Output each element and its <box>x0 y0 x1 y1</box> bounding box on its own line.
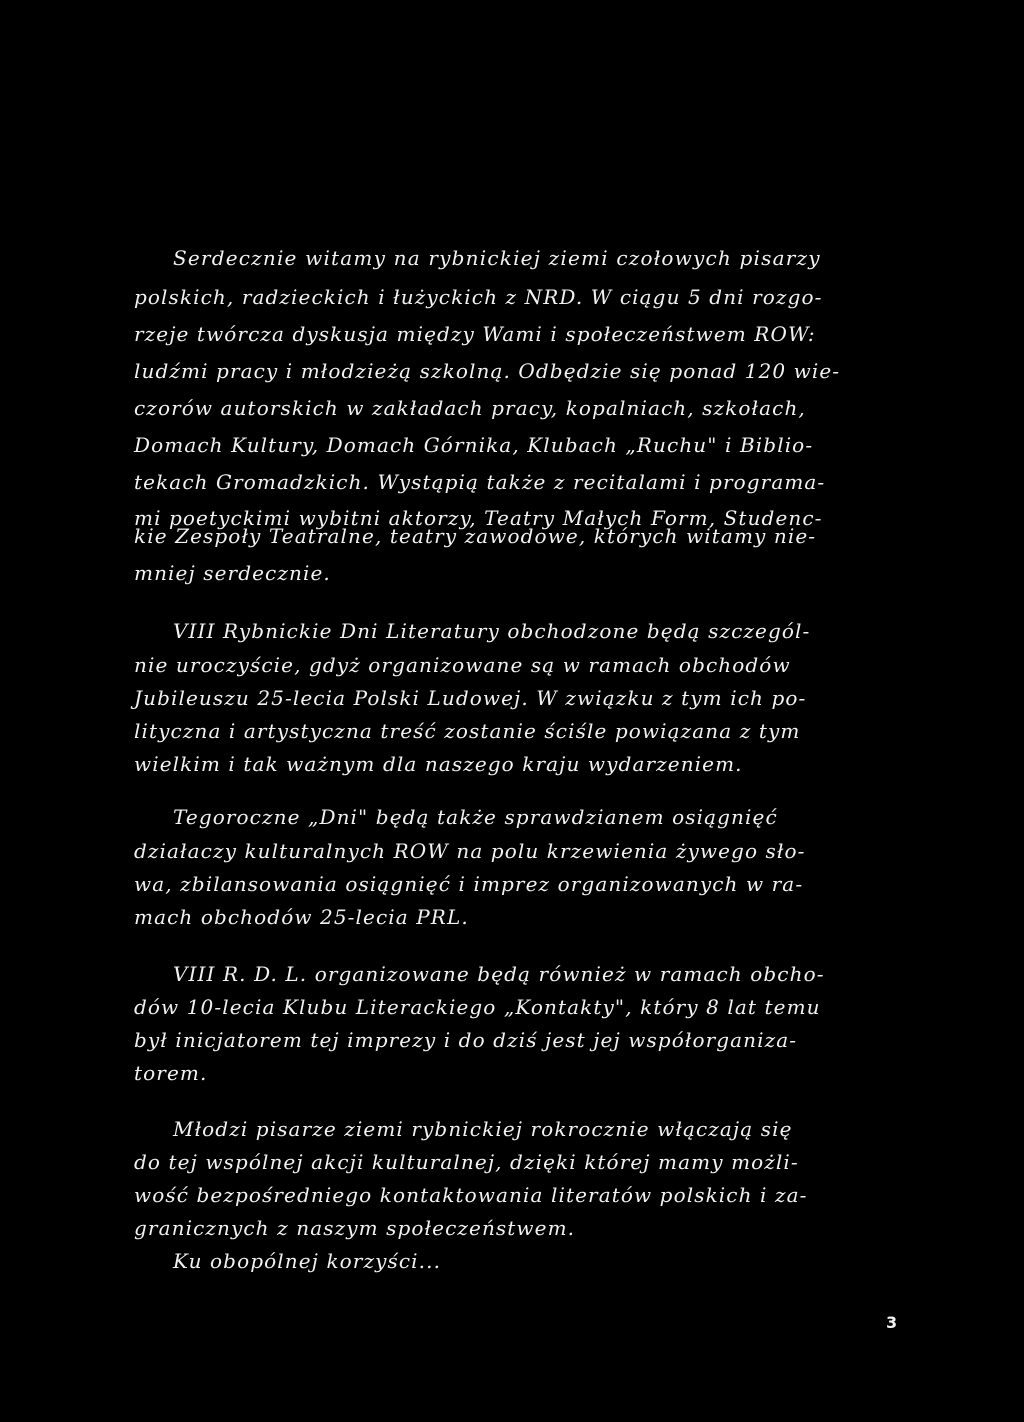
text-line: nie uroczyście, gdyż organizowane są w ramach obchodów <box>134 653 791 677</box>
text-line: tekach Gromadzkich. Wystąpią także z recitalami i programa- <box>134 470 826 494</box>
text-line: lityczna i artystyczna treść zostanie ściśle powiązana z tym <box>134 719 801 743</box>
text-line: Ku obopólnej korzyści... <box>173 1249 442 1273</box>
text-line: kie Zespoły Teatralne, teatry zawodowe, których witamy nie- <box>134 524 817 548</box>
text-line: polskich, radzieckich i łużyckich z NRD. W ciągu 5 dni rozgo- <box>134 285 823 309</box>
text-line: wa, zbilansowania osiągnięć i imprez organizowanych w ra- <box>134 872 804 896</box>
text-line: wielkim i tak ważnym dla naszego kraju wydarzeniem. <box>134 752 743 776</box>
text-line: był inicjatorem tej imprezy i do dziś jest jej współorganiza- <box>134 1028 798 1052</box>
text-line: Młodzi pisarze ziemi rybnickiej rokrocznie włączają się <box>173 1117 793 1141</box>
text-line: torem. <box>134 1061 208 1085</box>
text-line: czorów autorskich w zakładach pracy, kopalniach, szkołach, <box>134 396 806 420</box>
text-line: VIII Rybnickie Dni Literatury obchodzone będą szczegól- <box>173 619 811 643</box>
text-line: działaczy kulturalnych ROW na polu krzewienia żywego sło- <box>134 839 806 863</box>
text-line: Jubileuszu 25-lecia Polski Ludowej. W związku z tym ich po- <box>134 686 807 710</box>
text-line: rzeje twórcza dyskusja między Wami i społeczeństwem ROW: <box>134 322 816 346</box>
text-line: dów 10-lecia Klubu Literackiego „Kontakty", który 8 lat temu <box>134 995 821 1019</box>
text-line: do tej wspólnej akcji kulturalnej, dzięki której mamy możli- <box>134 1150 799 1174</box>
text-line: mach obchodów 25-lecia PRL. <box>134 905 469 929</box>
text-line: mniej serdecznie. <box>134 561 331 585</box>
text-line: ludźmi pracy i młodzieżą szkolną. Odbędzie się ponad 120 wie- <box>134 359 841 383</box>
text-line: Serdecznie witamy na rybnickiej ziemi czołowych pisarzy <box>173 246 821 270</box>
text-line: granicznych z naszym społeczeństwem. <box>134 1216 576 1240</box>
text-line: Domach Kultury, Domach Górnika, Klubach „Ruchu" i Biblio- <box>134 433 814 457</box>
text-line: Tegoroczne „Dni" będą także sprawdzianem osiągnięć <box>173 805 778 829</box>
text-line: mi poetyckimi wybitni aktorzy, Teatry Małych Form, Studenc- <box>134 506 823 530</box>
text-line: wość bezpośredniego kontaktowania literatów polskich i za- <box>134 1183 808 1207</box>
page-number: 3 <box>886 1313 898 1332</box>
text-line: VIII R. D. L. organizowane będą również w ramach obcho- <box>173 962 825 986</box>
